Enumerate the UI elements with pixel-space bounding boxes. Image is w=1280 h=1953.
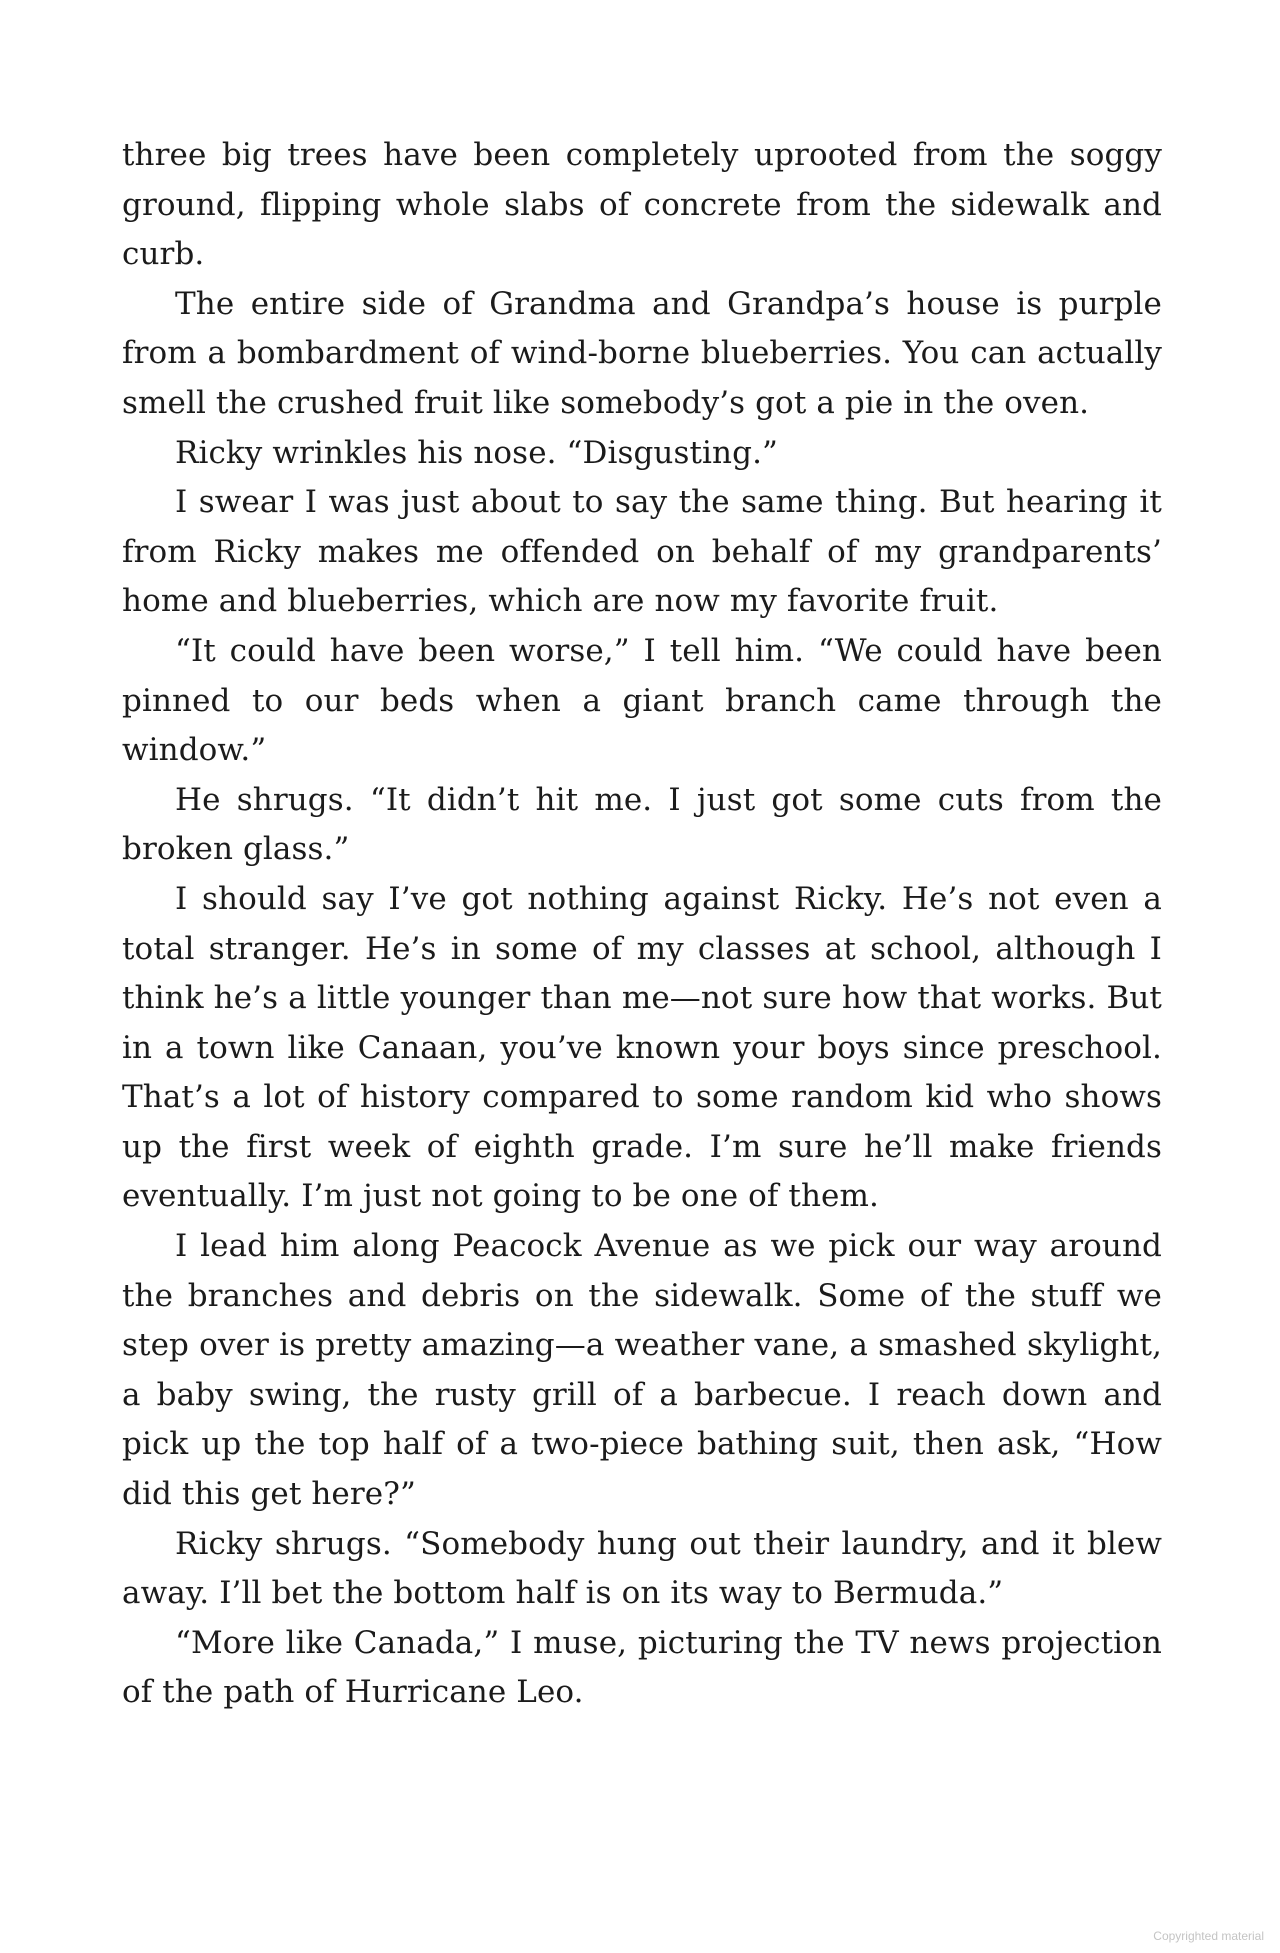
paragraph: “It could have been worse,” I tell him. “We could have been pinned to our beds when a giant branch came through the window.” xyxy=(122,632,1162,769)
paragraph: I lead him along Peacock Avenue as we pick our way around the branches and debris on the sidewalk. Some of the stuff we step over is pretty amazing—a weather vane, a smashed skylight, a baby swing, the rusty grill of a barbecue. I reach down and pick up the top half of a two-piece bathing suit, then ask, “How did this get here?” xyxy=(122,1228,1162,1513)
body-text xyxy=(122,131,1162,1718)
paragraph: Ricky shrugs. “Somebody hung out their laundry, and it blew away. I’ll bet the bottom half is on its way to Bermuda.” xyxy=(122,1525,1162,1612)
paragraph: three big trees have been completely uprooted from the soggy ground, flipping whole slabs of concrete from the sidewalk and curb. xyxy=(122,137,1162,273)
paragraph: I swear I was just about to say the same thing. But hearing it from Ricky makes me offended on behalf of my grandparents’ home and blueberries, which are now my favorite fruit. xyxy=(122,484,1162,620)
paragraph: He shrugs. “It didn’t hit me. I just got some cuts from the broken glass.” xyxy=(122,781,1162,868)
paragraph: The entire side of Grandma and Grandpa’s house is purple from a bombardment of wind-borne blueberries. You can actually smell the crushed fruit like somebody’s got a pie in the oven. xyxy=(122,285,1162,421)
paragraph: “More like Canada,” I muse, picturing the TV news projection of the path of Hurricane Leo. xyxy=(122,1624,1162,1711)
paragraph: Ricky wrinkles his nose. “Disgusting.” xyxy=(175,434,778,471)
copyright-watermark: Copyrighted material xyxy=(1153,1929,1264,1943)
paragraph: I should say I’ve got nothing against Ricky. He’s not even a total stranger. He’s in some of my classes at school, although I think he’s a little younger than me—not sure how that works. But in a town like Canaan, you’ve known your boys since preschool. That’s a lot of history compared to some random kid who shows up the first week of eighth grade. I’m sure he’ll make friends eventually. I’m just not going to be one of them. xyxy=(122,880,1162,1215)
